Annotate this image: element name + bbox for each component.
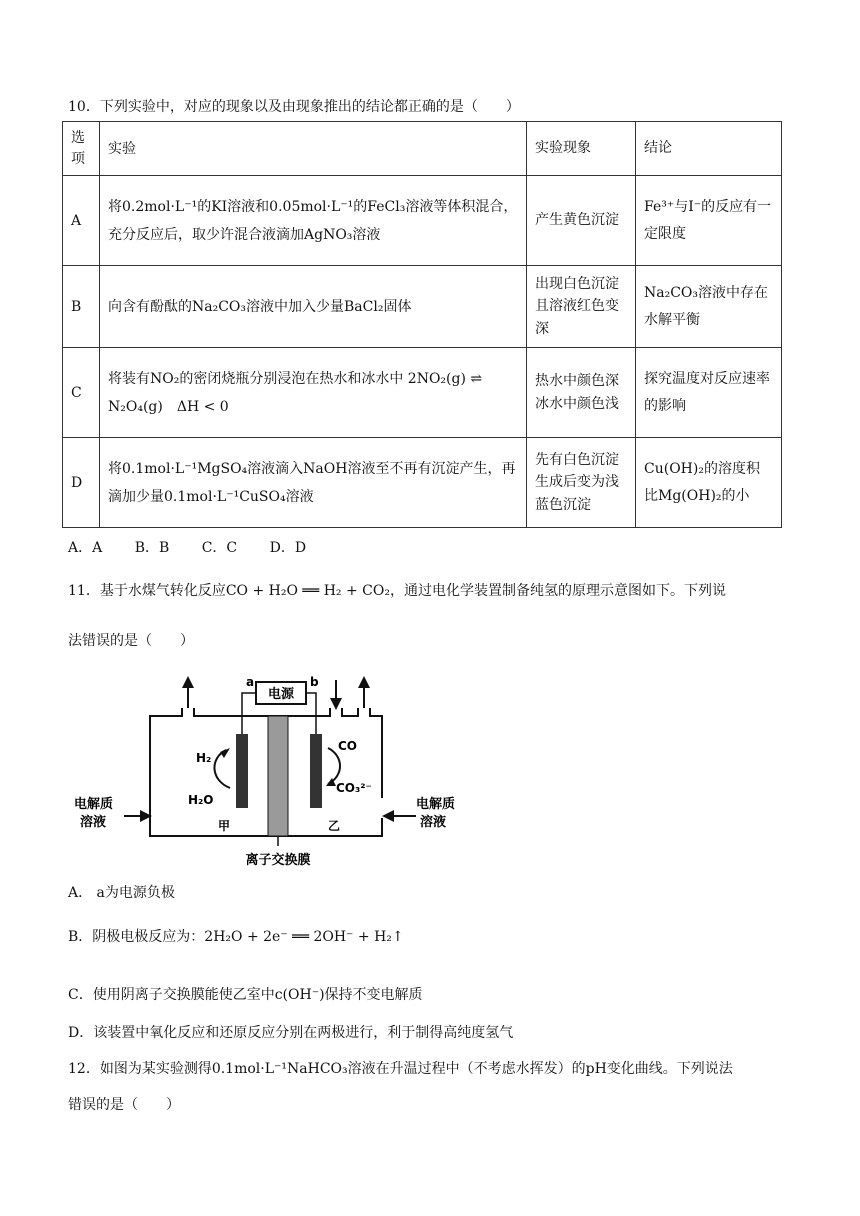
q11-option-c[interactable]: C．使用阴离子交换膜能使乙室中c(OH⁻)保持不变电解质 <box>68 987 423 1003</box>
row-experiment: 将0.2mol·L⁻¹的KI溶液和0.05mol·L⁻¹的FeCl₃溶液等体积混合，充分反应后，取少许混合液滴加AgNO₃溶液 <box>100 176 527 266</box>
row-option: B <box>63 266 100 348</box>
header-phenomenon: 实验现象 <box>527 122 636 176</box>
cathode-electrode <box>236 734 248 808</box>
q11-option-b[interactable]: B．阴极电极反应为：2H₂O + 2e⁻ ══ 2OH⁻ + H₂↑ <box>68 929 404 945</box>
table-row <box>63 438 782 528</box>
table-row <box>63 266 782 348</box>
h2-label: H₂ <box>196 751 212 765</box>
header-experiment: 实验 <box>100 122 527 176</box>
option-b[interactable]: B．B <box>134 540 170 556</box>
power-source-label: 电源 <box>267 687 295 702</box>
q11-option-d[interactable]: D．该装置中氧化反应和还原反应分别在两极进行，利于制得高纯度氢气 <box>68 1025 514 1041</box>
table-header-row <box>63 122 782 176</box>
row-conclusion: 探究温度对反应速率的影响 <box>636 348 782 438</box>
option-a[interactable]: A．A <box>68 540 103 556</box>
q11-stem-line2: 法错误的是（ ） <box>68 633 194 649</box>
co-label: CO <box>338 739 358 753</box>
row-experiment: 将装有NO₂的密闭烧瓶分别浸泡在热水和冰水中 2NO₂(g) ⇌ N₂O₄(g) ΔH < 0 <box>100 348 527 438</box>
option-d[interactable]: D．D <box>269 540 307 556</box>
row-phenomenon: 热水中颜色深冰水中颜色浅 <box>527 348 636 438</box>
header-conclusion: 结论 <box>636 122 782 176</box>
table-row <box>63 176 782 266</box>
row-option: C <box>63 348 100 438</box>
row-option: A <box>63 176 100 266</box>
row-experiment: 将0.1mol·L⁻¹MgSO₄溶液滴入NaOH溶液至不再有沉淀产生，再滴加少量0.1mol·L⁻¹CuSO₄溶液 <box>100 438 527 528</box>
row-conclusion: Cu(OH)₂的溶度积比Mg(OH)₂的小 <box>636 438 782 528</box>
option-c[interactable]: C．C <box>201 540 238 556</box>
chamber-yi-label: 乙 <box>328 819 341 833</box>
ion-exchange-membrane <box>268 716 288 836</box>
electrolyte-left-label: 电解质溶液 <box>74 797 114 830</box>
row-phenomenon: 先有白色沉淀生成后变为浅蓝色沉淀 <box>527 438 636 528</box>
membrane-label: 离子交换膜 <box>245 853 311 868</box>
q10-stem: 10．下列实验中，对应的现象以及由现象推出的结论都正确的是（ ） <box>68 99 520 115</box>
q11-option-a[interactable]: A． a为电源负极 <box>68 885 175 901</box>
q11-stem-line1: 11．基于水煤气转化反应CO + H₂O ══ H₂ + CO₂，通过电化学装置制备纯氢的原理示意图如下。下列说 <box>68 583 726 599</box>
row-conclusion: Na₂CO₃溶液中存在水解平衡 <box>636 266 782 348</box>
experiment-table <box>62 121 782 528</box>
row-phenomenon: 出现白色沉淀且溶液红色变深 <box>527 266 636 348</box>
row-conclusion: Fe³⁺与I⁻的反应有一定限度 <box>636 176 782 266</box>
table-row <box>63 348 782 438</box>
co3-label: CO₃²⁻ <box>336 781 372 795</box>
row-experiment: 向含有酚酞的Na₂CO₃溶液中加入少量BaCl₂固体 <box>100 266 527 348</box>
header-option: 选项 <box>63 122 100 176</box>
q10-options <box>68 537 334 557</box>
row-option: D <box>63 438 100 528</box>
anode-electrode <box>310 734 322 808</box>
electrolyte-right-label: 电解质溶液 <box>416 797 456 830</box>
terminal-b-label: b <box>310 675 319 689</box>
h2o-label: H₂O <box>188 793 214 807</box>
row-phenomenon: 产生黄色沉淀 <box>527 176 636 266</box>
terminal-a-label: a <box>246 675 255 689</box>
q12-stem-line1: 12．如图为某实验测得0.1mol·L⁻¹NaHCO₃溶液在升温过程中（不考虑水挥发）的pH变化曲线。下列说法 <box>68 1061 733 1077</box>
chamber-jia-label: 甲 <box>218 819 231 833</box>
q12-stem-line2: 错误的是（ ） <box>68 1097 180 1113</box>
electrolysis-diagram <box>70 668 470 876</box>
